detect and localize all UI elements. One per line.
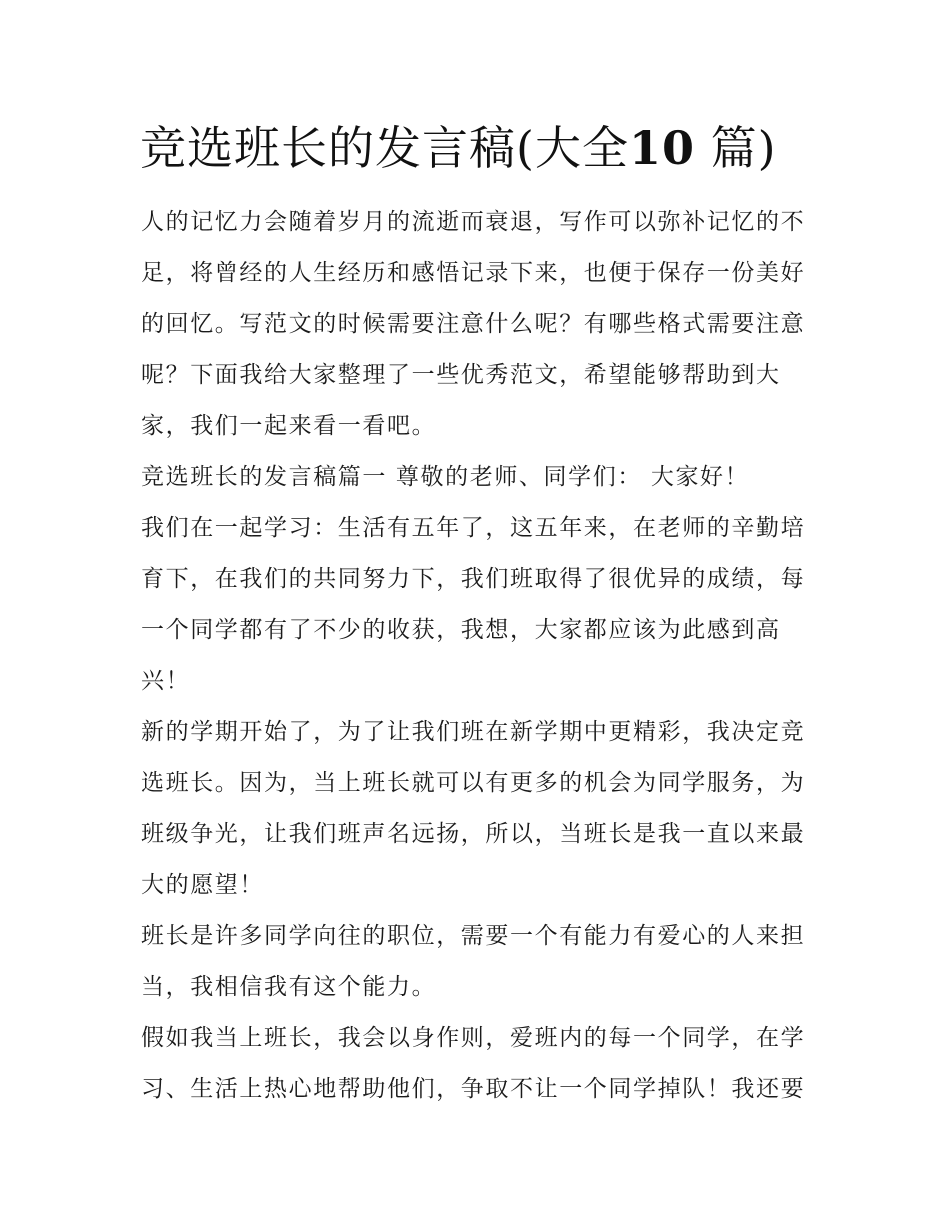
section-heading: 竞选班长的发言稿篇一 [141, 464, 387, 490]
text-line: 兴！ [141, 668, 191, 694]
heading-line [141, 452, 813, 503]
text-line: 呢？下面我给大家整理了一些优秀范文，希望能够帮助到大 [141, 362, 781, 388]
text-line: 家，我们一起来看一看吧。 [141, 413, 437, 439]
paragraph-3 [141, 911, 813, 1013]
intro-paragraph [141, 197, 813, 452]
text-line: 育下，在我们的共同努力下，我们班取得了很优异的成绩，每 [141, 566, 806, 592]
salutation: 尊敬的老师、同学们： [395, 464, 642, 490]
document-title [140, 112, 777, 184]
paragraph-2 [141, 707, 813, 911]
text-line: 新的学期开始了，为了让我们班在新学期中更精彩，我决定竞 [141, 719, 806, 745]
text-line: 班长是许多同学向往的职位，需要一个有能力有爱心的人来担 [141, 923, 806, 949]
title-suffix: 篇) [710, 121, 777, 175]
text-line: 人的记忆力会随着岁月的流逝而衰退，写作可以弥补记忆的不 [141, 209, 806, 235]
text-line: 习、生活上热心地帮助他们，争取不让一个同学掉队！我还要 [141, 1076, 806, 1102]
paragraph-1 [141, 503, 813, 707]
text-line: 足，将曾经的人生经历和感悟记录下来，也便于保存一份美好 [141, 260, 806, 286]
document-body [141, 197, 813, 1115]
text-line: 大的愿望！ [141, 872, 264, 898]
text-line: 选班长。因为，当上班长就可以有更多的机会为同学服务，为 [141, 770, 806, 796]
text-line: 班级争光，让我们班声名远扬，所以，当班长是我一直以来最 [141, 821, 806, 847]
text-line: 假如我当上班长，我会以身作则，爱班内的每一个同学，在学 [141, 1025, 806, 1051]
text-line: 一个同学都有了不少的收获，我想，大家都应该为此感到高 [141, 617, 781, 643]
greeting: 大家好！ [650, 464, 750, 490]
text-line: 我们在一起学习：生活有五年了，这五年来，在老师的辛勤培 [141, 515, 806, 541]
section-heading-line [141, 452, 813, 503]
paragraph-4 [141, 1013, 813, 1115]
title-number: 10 [628, 121, 695, 175]
text-line: 当，我相信我有这个能力。 [141, 974, 437, 1000]
title-prefix: 竞选班长的发言稿(大全 [140, 121, 629, 175]
text-line: 的回忆。写范文的时候需要注意什么呢？有哪些格式需要注意 [141, 311, 806, 337]
